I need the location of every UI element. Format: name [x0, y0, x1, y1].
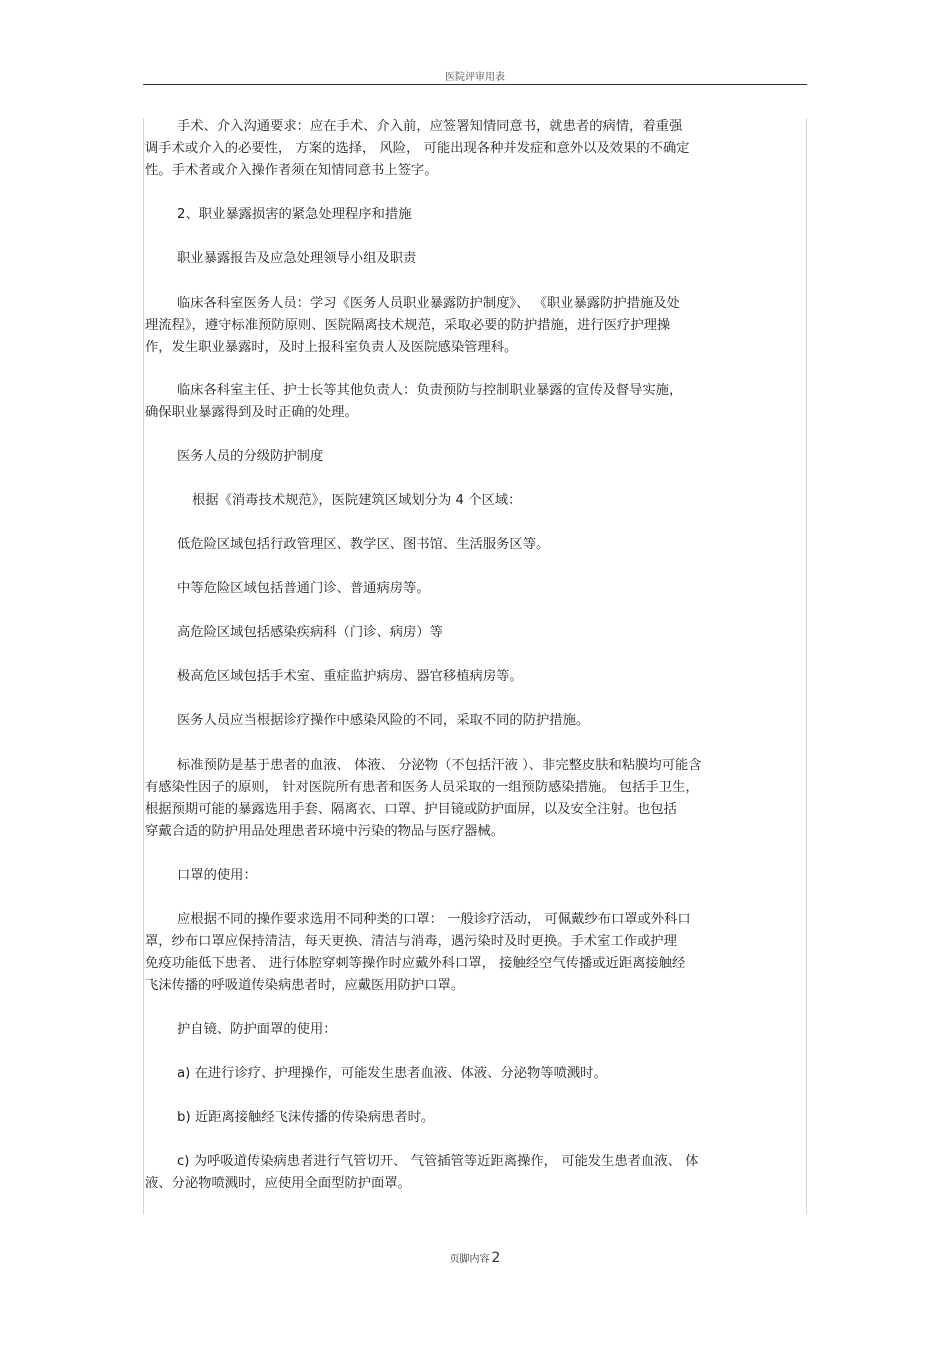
section-heading: 医务人员的分级防护制度: [177, 449, 324, 464]
text-line: 高危险区域包括感染疾病科（门诊、病房）等: [177, 625, 443, 640]
text-line: 确保职业暴露得到及时正确的处理。: [145, 405, 358, 420]
page-footer: [0, 1250, 950, 1266]
text-line: 免疫功能低下患者、 进行体腔穿刺等操作时应戴外科口罩， 接触经空气传播或近距离接触经: [145, 956, 686, 971]
footer-label: 页脚内容: [449, 1254, 490, 1265]
text-line: 医务人员应当根据诊疗操作中感染风险的不同，采取不同的防护措施。: [177, 713, 590, 728]
text-line: 液、分泌物喷溅时，应使用全面型防护面罩。: [145, 1176, 411, 1191]
list-item: b) 近距离接触经飞沫传播的传染病患者时。: [177, 1110, 435, 1125]
right-margin-line: [806, 118, 807, 1214]
text-line: 根据预期可能的暴露选用手套、隔离衣、口罩、护目镜或防护面屏，以及安全注射。也包括: [145, 802, 677, 817]
section-heading: 2、职业暴露损害的紧急处理程序和措施: [177, 207, 412, 222]
text-line: 穿戴合适的防护用品处理患者环境中污染的物品与医疗器械。: [145, 824, 505, 839]
section-heading: 口罩的使用：: [177, 868, 257, 883]
text-line: 理流程》，遵守标准预防原则、医院隔离技术规范，采取必要的防护措施，进行医疗护理操: [145, 318, 671, 333]
text-line: 有感染性因子的原则， 针对医院所有患者和医务人员采取的一组预防感染措施。 包括手卫生，: [145, 780, 699, 795]
text-line: 手术、介入沟通要求：应在手术、介入前，应签署知情同意书，就患者的病情，着重强: [177, 119, 683, 134]
text-line: 标准预防是基于患者的血液、 体液、 分泌物（不包括汗液 ）、非完整皮肤和粘膜均可能含: [177, 758, 702, 773]
text-line: 性。手术者或介入操作者须在知情同意书上签字。: [145, 163, 438, 178]
text-line: 罩，纱布口罩应保持清洁，每天更换、清洁与消毒，遇污染时及时更换。手术室工作或护理: [145, 934, 677, 949]
header-rule: [143, 84, 807, 85]
text-line: 极高危区域包括手术室、重症监护病房、器官移植病房等。: [177, 669, 523, 684]
text-line: 作，发生职业暴露时，及时上报科室负责人及医院感染管理科。: [145, 340, 518, 355]
text-line: 临床各科室医务人员：学习《医务人员职业暴露防护制度》、 《职业暴露防护措施及处: [177, 296, 680, 311]
list-item: a) 在进行诊疗、护理操作，可能发生患者血液、体液、分泌物等喷溅时。: [177, 1066, 607, 1081]
section-heading: 职业暴露报告及应急处理领导小组及职责: [177, 251, 417, 266]
list-item: c) 为呼吸道传染病患者进行气管切开、 气管插管等近距离操作， 可能发生患者血液、 体: [177, 1154, 699, 1169]
text-line: 应根据不同的操作要求选用不同种类的口罩： 一般诊疗活动， 可佩戴纱布口罩或外科口: [177, 912, 691, 927]
page-number: 2: [491, 1250, 501, 1266]
text-line: 低危险区域包括行政管理区、教学区、图书馆、生活服务区等。: [177, 537, 550, 552]
text-line: 调手术或介入的必要性， 方案的选择， 风险， 可能出现各种并发症和意外以及效果的不确定: [145, 141, 690, 156]
text-line: 飞沫传播的呼吸道传染病患者时，应戴医用防护口罩。: [145, 978, 465, 993]
page-header-title: 医院评审用表: [445, 72, 505, 83]
text-line: 临床各科室主任、护士长等其他负责人：负责预防与控制职业暴露的宣传及督导实施，: [177, 383, 683, 398]
left-margin-line: [143, 118, 144, 1214]
text-line: 中等危险区域包括普通门诊、普通病房等。: [177, 581, 430, 596]
text-line: 根据《消毒技术规范》，医院建筑区域划分为 4 个区域：: [192, 493, 522, 508]
section-heading: 护自镜、防护面罩的使用：: [177, 1022, 337, 1037]
